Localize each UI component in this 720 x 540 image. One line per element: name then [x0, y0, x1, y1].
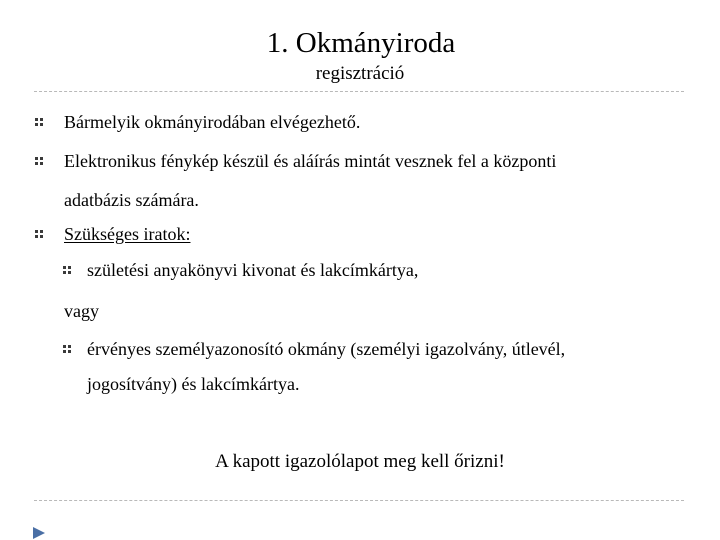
- slide-title: 1. Okmányiroda: [266, 27, 456, 59]
- bullet-text-2-line1: Elektronikus fénykép készül és aláírás mintát vesznek fel a központi: [64, 151, 557, 171]
- sub-bullet-text-1: születési anyakönyvi kivonat és lakcímkártya,: [87, 260, 419, 280]
- required-docs-heading: Szükséges iratok:: [64, 224, 191, 244]
- bullet-icon: [34, 116, 46, 128]
- or-text: vagy: [64, 301, 99, 321]
- sub-bullet-text-2-line2: jogosítvány) és lakcímkártya.: [87, 374, 300, 394]
- slide-subtitle: regisztráció: [315, 63, 405, 84]
- bottom-dashed-divider: [34, 500, 684, 501]
- bullet-text-2-line2: adatbázis számára.: [64, 190, 199, 210]
- sub-bullet-text-2-line1: érvényes személyazonosító okmány (személyi igazolvány, útlevél,: [87, 339, 566, 359]
- bullet-icon: [34, 228, 46, 240]
- bullet-icon: [62, 343, 74, 355]
- note-text: A kapott igazolólapot meg kell őrizni!: [215, 451, 505, 472]
- bullet-icon: [62, 264, 74, 276]
- top-dashed-divider: [34, 91, 684, 92]
- bullet-text-1: Bármelyik okmányirodában elvégezhető.: [64, 112, 361, 132]
- bullet-icon: [34, 155, 46, 167]
- nav-arrow-icon[interactable]: [32, 527, 46, 539]
